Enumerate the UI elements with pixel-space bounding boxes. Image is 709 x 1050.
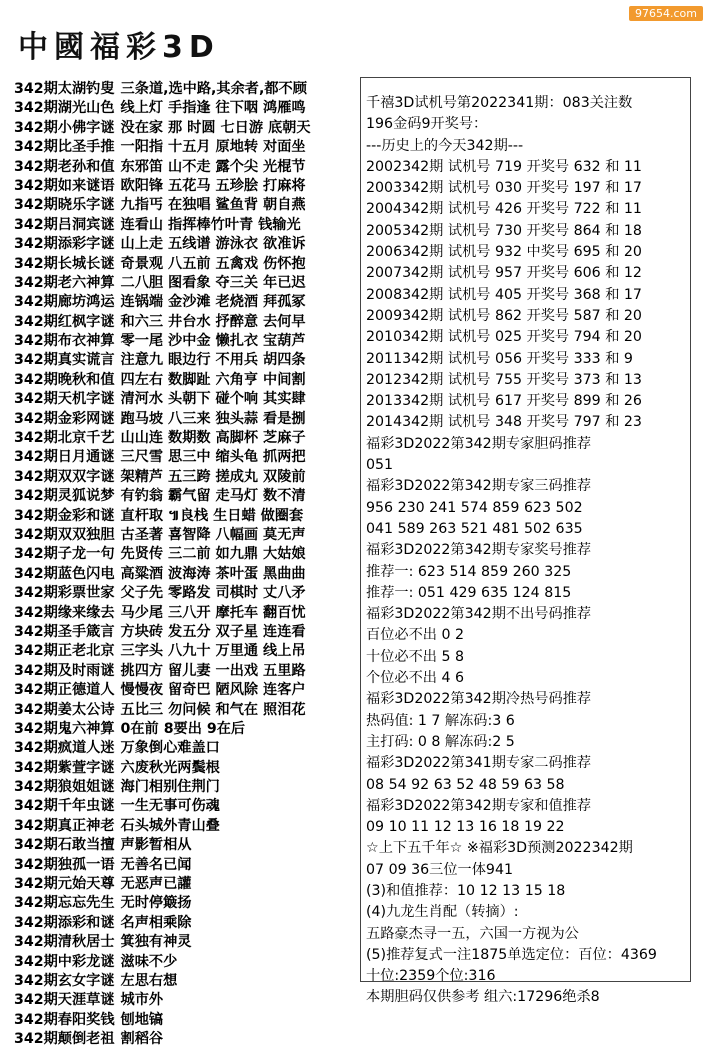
forecast-line: 2006342期 试机号 932 中奖号 695 和 20 bbox=[366, 244, 642, 261]
forecast-line: 热码值: 1 7 解冻码:3 6 bbox=[366, 712, 515, 729]
forecast-line: 福彩3D2022第341期专家二码推荐 bbox=[366, 755, 592, 772]
riddle-title: 342期缘来缘去 bbox=[14, 604, 115, 621]
forecast-line: 福彩3D2022第342期冷热号码推荐 bbox=[366, 691, 592, 708]
riddle-title: 342期颠倒老祖 bbox=[14, 1031, 115, 1048]
riddle-text: 清河水 头朝下 碰个响 其实肆 bbox=[115, 391, 306, 408]
riddle-title: 342期晓乐字谜 bbox=[14, 197, 115, 214]
riddle-text: 没在家 那 时圆 七日游 底朝天 bbox=[115, 119, 311, 136]
riddle-title: 342期比圣手推 bbox=[14, 139, 115, 156]
riddle-title: 342期中彩龙谜 bbox=[14, 953, 115, 970]
riddle-line bbox=[14, 681, 359, 700]
forecast-line: 09 10 11 12 13 16 18 19 22 bbox=[366, 819, 565, 836]
riddle-text: 九指丐 在独唱 鲨鱼背 朝自燕 bbox=[115, 197, 306, 214]
riddle-title: 342期日月通谜 bbox=[14, 449, 115, 466]
riddle-title: 342期廊坊鸿运 bbox=[14, 294, 115, 311]
riddle-line bbox=[14, 914, 359, 933]
riddle-line bbox=[14, 856, 359, 875]
riddle-title: 342期紫萱字谜 bbox=[14, 759, 115, 776]
forecast-line: 041 589 263 521 481 502 635 bbox=[366, 520, 583, 537]
riddle-title: 342期太湖钓叟 bbox=[14, 81, 115, 97]
forecast-line: 十位必不出 5 8 bbox=[366, 648, 465, 665]
riddle-title: 342期蓝色闪电 bbox=[14, 565, 115, 582]
riddle-text: 一阳指 十五月 原地转 对面坐 bbox=[115, 139, 306, 156]
riddle-text: 连锅端 金沙滩 老烧酒 拜孤冢 bbox=[115, 294, 306, 311]
riddle-line bbox=[14, 526, 359, 545]
riddle-title: 342期正德道人 bbox=[14, 682, 115, 699]
riddle-line bbox=[14, 448, 359, 467]
riddle-line bbox=[14, 739, 359, 758]
riddle-text: 左思右想 bbox=[115, 972, 178, 989]
forecast-line: 196金码9开奖号： bbox=[366, 116, 488, 133]
riddle-text: 一生无事可伤魂 bbox=[115, 798, 220, 815]
riddle-line bbox=[14, 410, 359, 429]
forecast-line: 2005342期 试机号 730 开奖号 864 和 18 bbox=[366, 222, 642, 239]
riddle-line bbox=[14, 293, 359, 312]
riddle-text: 慢慢夜 留奇巴 陋风除 连客户 bbox=[115, 682, 306, 699]
riddle-text: 先贤传 三二前 如九鼎 大姑娘 bbox=[115, 546, 306, 563]
riddle-line bbox=[14, 332, 359, 351]
riddle-line bbox=[14, 507, 359, 526]
riddle-line bbox=[14, 1030, 359, 1049]
forecast-line: 2014342期 试机号 348 开奖号 797 和 23 bbox=[366, 414, 642, 431]
riddle-title: 342期狼姐姐谜 bbox=[14, 779, 115, 796]
riddle-title: 342期双双字谜 bbox=[14, 468, 115, 485]
riddle-list bbox=[14, 80, 359, 1050]
riddle-title: 342期北京千艺 bbox=[14, 430, 115, 447]
riddle-text: 奇景观 八五前 五禽戏 伤怀抱 bbox=[115, 255, 306, 272]
riddle-line bbox=[14, 313, 359, 332]
riddle-title: 342期添彩字谜 bbox=[14, 236, 115, 253]
riddle-title: 342期真实谎言 bbox=[14, 352, 115, 369]
riddle-line bbox=[14, 875, 359, 894]
riddle-text: 三条道,选中路,其余者,都不顾 bbox=[115, 81, 307, 97]
riddle-text: 二八胆 图看象 夺三关 年已迟 bbox=[115, 274, 306, 291]
riddle-line bbox=[14, 991, 359, 1010]
riddle-line bbox=[14, 351, 359, 370]
riddle-title: 342期疯道人迷 bbox=[14, 740, 115, 757]
riddle-text: 无恶声已讙 bbox=[115, 876, 192, 893]
riddle-line bbox=[14, 138, 359, 157]
riddle-line bbox=[14, 604, 359, 623]
forecast-line: 福彩3D2022第342期专家胆码推荐 bbox=[366, 435, 592, 452]
forecast-line: 福彩3D2022第342期专家和值推荐 bbox=[366, 797, 592, 814]
forecast-line: 十位:2359个位:316 bbox=[366, 968, 496, 985]
riddle-text: 方块砖 发五分 双子星 连连看 bbox=[115, 623, 306, 640]
forecast-line: ☆上下五千年☆ ※福彩3D预测2022342期 bbox=[366, 840, 633, 857]
page-title: 中國福彩3D bbox=[18, 30, 220, 65]
riddle-text: 父子先 零路发 司棋时 丈八矛 bbox=[115, 585, 306, 602]
riddle-line bbox=[14, 80, 359, 99]
riddle-line bbox=[14, 817, 359, 836]
forecast-line: 2004342期 试机号 426 开奖号 722 和 11 bbox=[366, 201, 642, 218]
riddle-text: 马少尾 三八开 摩托车 翻百忧 bbox=[115, 604, 306, 621]
riddle-title: 342期天涯草谜 bbox=[14, 992, 115, 1009]
riddle-text: 连看山 指挥棒竹叶青 钱输光 bbox=[115, 216, 301, 233]
riddle-title: 342期长城长谜 bbox=[14, 255, 115, 272]
riddle-line bbox=[14, 836, 359, 855]
riddle-title: 342期老孙和值 bbox=[14, 158, 115, 175]
forecast-line: ---历史上的今天342期--- bbox=[366, 137, 524, 154]
riddle-text: 箕独有神灵 bbox=[115, 934, 192, 951]
riddle-text: 山山连 数期数 高脚杯 芝麻子 bbox=[115, 430, 306, 447]
riddle-line bbox=[14, 662, 359, 681]
riddle-title: 342期湖光山色 bbox=[14, 100, 115, 117]
riddle-title: 342期布衣神算 bbox=[14, 333, 115, 350]
forecast-line: 07 09 36三位一体941 bbox=[366, 861, 514, 878]
riddle-line bbox=[14, 545, 359, 564]
riddle-title: 342期正老北京 bbox=[14, 643, 115, 660]
riddle-text: 五比三 勿问候 和气在 照泪花 bbox=[115, 701, 306, 718]
riddle-text: 山上走 五线谱 游泳衣 欲准诉 bbox=[115, 236, 306, 253]
forecast-line: 08 54 92 63 52 48 59 63 58 bbox=[366, 776, 565, 793]
forecast-line: 2008342期 试机号 405 开奖号 368 和 17 bbox=[366, 286, 642, 303]
forecast-line: 2003342期 试机号 030 开奖号 197 和 17 bbox=[366, 180, 642, 197]
riddle-title: 342期元始天尊 bbox=[14, 876, 115, 893]
forecast-panel bbox=[366, 93, 690, 1009]
riddle-title: 342期姜太公诗 bbox=[14, 701, 115, 718]
riddle-text: 和六三 井台水 抒醉意 去何早 bbox=[115, 313, 306, 330]
forecast-line: (5)推荐复式一注1875单选定位：百位：4369 bbox=[366, 946, 657, 963]
riddle-title: 342期红枫字谜 bbox=[14, 313, 115, 330]
riddle-line bbox=[14, 119, 359, 138]
riddle-line bbox=[14, 701, 359, 720]
riddle-line bbox=[14, 720, 359, 739]
riddle-title: 342期鬼六神算 bbox=[14, 720, 115, 737]
riddle-line bbox=[14, 797, 359, 816]
riddle-text: 高粱酒 波海涛 茶叶蛋 黑曲曲 bbox=[115, 565, 306, 582]
forecast-line: 五路豪杰寻一五，六国一方视为公 bbox=[366, 925, 579, 942]
riddle-line bbox=[14, 584, 359, 603]
riddle-text: 无善名已闻 bbox=[115, 856, 192, 873]
site-watermark: 97654.com bbox=[629, 6, 703, 21]
riddle-line bbox=[14, 933, 359, 952]
riddle-text: 古圣著 喜智降 八幅画 莫无声 bbox=[115, 526, 306, 543]
riddle-line bbox=[14, 565, 359, 584]
riddle-title: 342期天机字谜 bbox=[14, 391, 115, 408]
forecast-line: 2007342期 试机号 957 开奖号 606 和 12 bbox=[366, 265, 642, 282]
riddle-title: 342期子龙一句 bbox=[14, 546, 115, 563]
riddle-text: 无时停簸扬 bbox=[115, 895, 192, 912]
riddle-text: 东邪笛 山不走 露个尖 光棍节 bbox=[115, 158, 306, 175]
forecast-line: 2011342期 试机号 056 开奖号 333 和 9 bbox=[366, 350, 633, 367]
forecast-line: 本期胆码仅供参考 组六:17296绝杀8 bbox=[366, 989, 600, 1006]
riddle-text: 0在前 8要出 9在后 bbox=[115, 720, 246, 737]
riddle-text: 刨地镐 bbox=[115, 1011, 164, 1028]
riddle-title: 342期真正神老 bbox=[14, 817, 115, 834]
forecast-line: 推荐一: 623 514 859 260 325 bbox=[366, 563, 572, 580]
riddle-line bbox=[14, 196, 359, 215]
forecast-line: 2010342期 试机号 025 开奖号 794 和 20 bbox=[366, 329, 642, 346]
riddle-text: 万象倒心难盖口 bbox=[115, 740, 220, 757]
riddle-text: 零一尾 沙中金 懒扎衣 宝葫芦 bbox=[115, 333, 306, 350]
riddle-title: 342期忘忘先生 bbox=[14, 895, 115, 912]
riddle-title: 342期如来谜语 bbox=[14, 177, 115, 194]
forecast-line: 千禧3D试机号第2022341期：083关注数 bbox=[366, 95, 633, 111]
riddle-line bbox=[14, 778, 359, 797]
forecast-line: 百位必不出 0 2 bbox=[366, 627, 465, 644]
riddle-line bbox=[14, 468, 359, 487]
forecast-line: 956 230 241 574 859 623 502 bbox=[366, 499, 583, 516]
riddle-title: 342期石敢当擅 bbox=[14, 837, 115, 854]
riddle-title: 342期千年虫谜 bbox=[14, 798, 115, 815]
riddle-line bbox=[14, 177, 359, 196]
riddle-title: 342期灵狐说梦 bbox=[14, 488, 115, 505]
forecast-line: 福彩3D2022第342期专家三码推荐 bbox=[366, 478, 592, 495]
riddle-line bbox=[14, 487, 359, 506]
riddle-title: 342期圣手箴言 bbox=[14, 623, 115, 640]
riddle-line bbox=[14, 953, 359, 972]
riddle-line bbox=[14, 429, 359, 448]
forecast-line: (3)和值推荐：10 12 13 15 18 bbox=[366, 882, 566, 899]
riddle-line bbox=[14, 235, 359, 254]
riddle-text: 跑马坡 八三来 独头蒜 看是捌 bbox=[115, 410, 306, 427]
forecast-line: 051 bbox=[366, 457, 394, 474]
riddle-text: 直杆取 ៕良栈 生日蜡 做圈套 bbox=[115, 507, 304, 524]
riddle-text: 石头城外青山叠 bbox=[115, 817, 220, 834]
forecast-line: 2002342期 试机号 719 开奖号 632 和 11 bbox=[366, 158, 642, 175]
riddle-text: 三字头 八九十 万里通 线上吊 bbox=[115, 643, 306, 660]
forecast-line: 福彩3D2022第342期不出号码推荐 bbox=[366, 606, 592, 623]
riddle-text: 割稻谷 bbox=[115, 1031, 164, 1048]
forecast-line: 2012342期 试机号 755 开奖号 373 和 13 bbox=[366, 371, 642, 388]
riddle-title: 342期清秋居士 bbox=[14, 934, 115, 951]
riddle-line bbox=[14, 642, 359, 661]
riddle-title: 342期独孤一语 bbox=[14, 856, 115, 873]
riddle-title: 342期添彩和谜 bbox=[14, 914, 115, 931]
riddle-title: 342期彩票世家 bbox=[14, 585, 115, 602]
riddle-line bbox=[14, 158, 359, 177]
riddle-title: 342期晚秋和值 bbox=[14, 371, 115, 388]
riddle-title: 342期金彩和谜 bbox=[14, 507, 115, 524]
riddle-line bbox=[14, 216, 359, 235]
forecast-line: 2009342期 试机号 862 开奖号 587 和 20 bbox=[366, 307, 642, 324]
forecast-line: 福彩3D2022第342期专家奖号推荐 bbox=[366, 542, 592, 559]
riddle-line bbox=[14, 99, 359, 118]
riddle-text: 声影暂相从 bbox=[115, 837, 192, 854]
riddle-text: 四左右 数脚趾 六角亨 中间割 bbox=[115, 371, 306, 388]
riddle-text: 海门相别住荆门 bbox=[115, 779, 220, 796]
riddle-text: 线上灯 手指逢 往下咽 鸿雁鸣 bbox=[115, 100, 306, 117]
riddle-text: 挑四方 留儿妻 一出戏 五里路 bbox=[115, 662, 306, 679]
riddle-title: 342期玄女字谜 bbox=[14, 972, 115, 989]
riddle-title: 342期吕洞宾谜 bbox=[14, 216, 115, 233]
riddle-text: 名声相乘除 bbox=[115, 914, 192, 931]
riddle-line bbox=[14, 623, 359, 642]
riddle-text: 六废秋光两鬓根 bbox=[115, 759, 220, 776]
riddle-line bbox=[14, 894, 359, 913]
riddle-line bbox=[14, 255, 359, 274]
riddle-title: 342期金彩网谜 bbox=[14, 410, 115, 427]
riddle-line bbox=[14, 972, 359, 991]
forecast-line: 主打码: 0 8 解冻码:2 5 bbox=[366, 733, 515, 750]
forecast-line: 个位必不出 4 6 bbox=[366, 670, 465, 687]
riddle-line bbox=[14, 759, 359, 778]
riddle-title: 342期老六神算 bbox=[14, 274, 115, 291]
riddle-text: 滋味不少 bbox=[115, 953, 178, 970]
riddle-title: 342期春阳奖钱 bbox=[14, 1011, 115, 1028]
riddle-title: 342期及时雨谜 bbox=[14, 662, 115, 679]
riddle-text: 有钓翁 霸气留 走马灯 数不清 bbox=[115, 488, 306, 505]
riddle-line bbox=[14, 390, 359, 409]
forecast-line: 推荐一: 051 429 635 124 815 bbox=[366, 584, 572, 601]
riddle-line bbox=[14, 1011, 359, 1030]
riddle-text: 欧阳锋 五花马 五珍脍 打麻将 bbox=[115, 177, 306, 194]
riddle-text: 注意九 眼边行 不用兵 胡四条 bbox=[115, 352, 306, 369]
riddle-title: 342期双双独胆 bbox=[14, 526, 115, 543]
riddle-text: 三尺雪 思三中 缩头龟 抓两把 bbox=[115, 449, 306, 466]
forecast-line: 2013342期 试机号 617 开奖号 899 和 26 bbox=[366, 393, 642, 410]
riddle-text: 架精芦 五三跨 搓成丸 双陵前 bbox=[115, 468, 306, 485]
riddle-line bbox=[14, 274, 359, 293]
riddle-title: 342期小佛字谜 bbox=[14, 119, 115, 136]
riddle-line bbox=[14, 371, 359, 390]
riddle-text: 城市外 bbox=[115, 992, 164, 1009]
forecast-line: (4)九龙生肖配（转摘）: bbox=[366, 904, 519, 921]
